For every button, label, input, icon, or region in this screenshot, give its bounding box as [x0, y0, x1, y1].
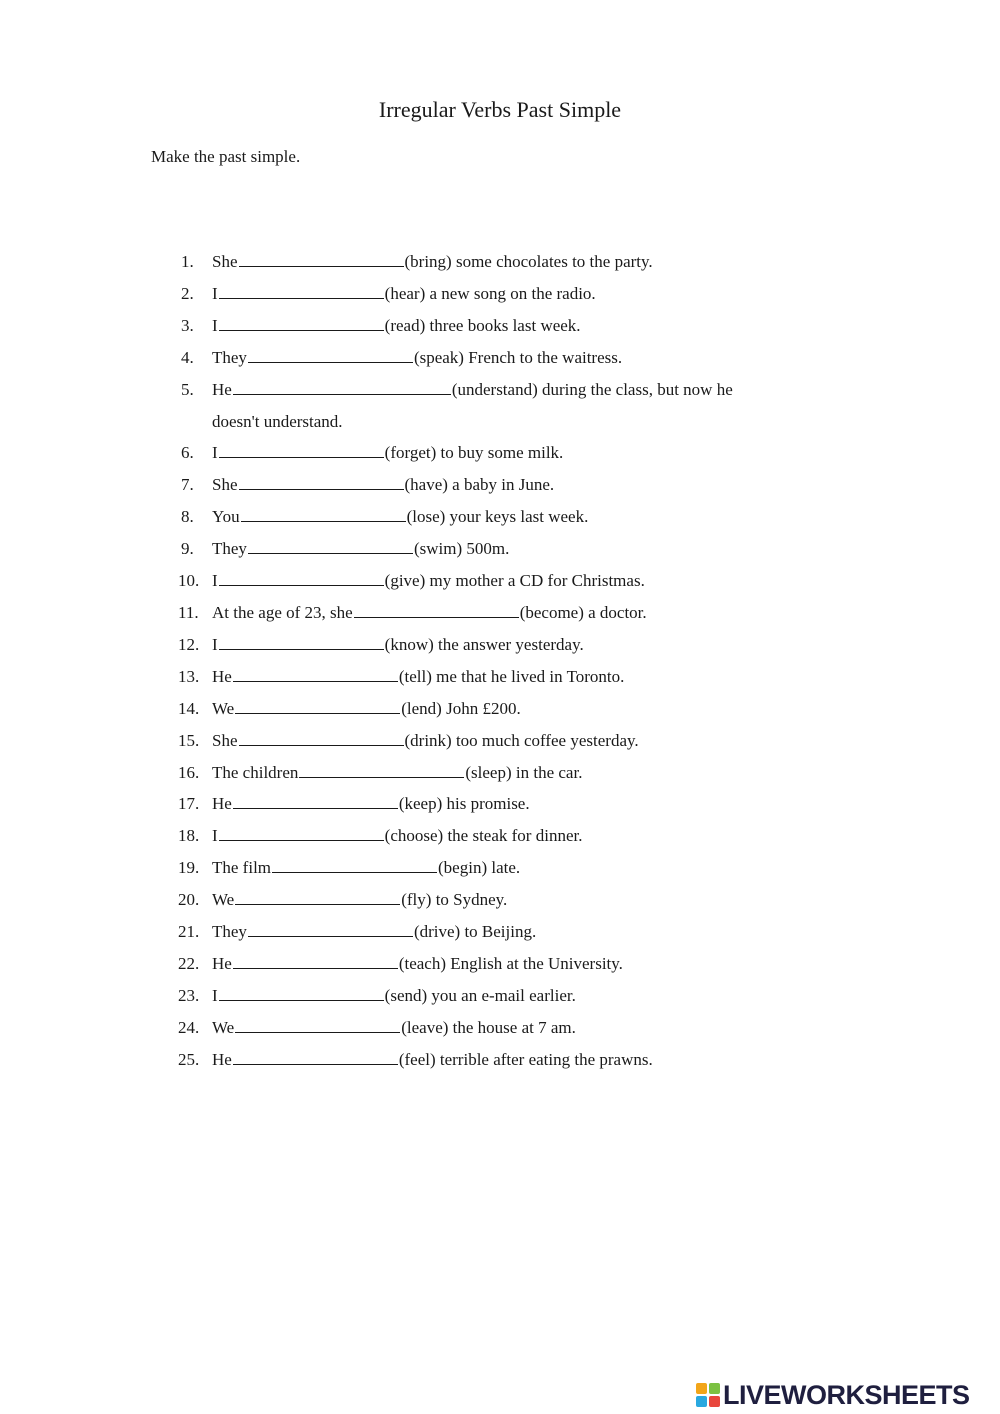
- item-subject: They: [212, 347, 247, 367]
- item-number: 23.: [178, 985, 200, 1005]
- item-verb-and-rest: (lose) your keys last week.: [406, 507, 589, 527]
- exercise-item: [178, 246, 798, 278]
- item-verb-and-rest: (drive) to Beijing.: [413, 922, 537, 942]
- item-subject: She: [212, 730, 238, 750]
- item-subject: I: [212, 443, 218, 463]
- item-sentence: [212, 820, 582, 852]
- answer-blank[interactable]: [219, 315, 384, 331]
- exercise-item: [178, 565, 798, 597]
- exercise-list: [178, 246, 798, 1076]
- item-number: 14.: [178, 698, 200, 718]
- exercise-item: [178, 1044, 798, 1076]
- exercise-item: [178, 437, 798, 469]
- exercise-item: [178, 980, 798, 1012]
- item-number: 8.: [181, 507, 194, 527]
- exercise-item: [178, 788, 798, 820]
- item-verb-and-rest: (speak) French to the waitress.: [413, 347, 623, 367]
- item-number: 13.: [178, 666, 200, 686]
- answer-blank[interactable]: [354, 602, 519, 618]
- item-sentence: [212, 565, 645, 597]
- item-subject: He: [212, 953, 232, 973]
- item-sentence: [212, 310, 581, 342]
- answer-blank[interactable]: [235, 698, 400, 714]
- exercise-item: [178, 725, 798, 757]
- answer-blank[interactable]: [219, 634, 384, 650]
- exercise-item: [178, 820, 798, 852]
- item-verb-and-rest: (have) a baby in June.: [404, 475, 555, 495]
- exercise-item: [178, 469, 798, 501]
- answer-blank[interactable]: [248, 538, 413, 554]
- item-subject: He: [212, 379, 232, 399]
- item-number: 21.: [178, 922, 200, 942]
- item-sentence: [212, 852, 520, 884]
- exercise-item: [178, 852, 798, 884]
- item-subject: We: [212, 698, 235, 718]
- item-sentence: [212, 693, 521, 725]
- item-number: 10.: [178, 571, 200, 591]
- answer-blank[interactable]: [219, 283, 384, 299]
- item-verb-and-rest: (keep) his promise.: [398, 794, 530, 814]
- exercise-item: [178, 310, 798, 342]
- exercise-item: [178, 948, 798, 980]
- item-sentence: [212, 884, 507, 916]
- item-verb-and-rest: (read) three books last week.: [384, 315, 581, 335]
- item-verb-and-rest: (give) my mother a CD for Christmas.: [384, 571, 645, 591]
- item-verb-and-rest: (forget) to buy some milk.: [384, 443, 564, 463]
- item-sentence: [212, 533, 509, 565]
- item-verb-and-rest: (understand) during the class, but now he: [451, 379, 733, 399]
- item-verb-and-rest: (teach) English at the University.: [398, 953, 623, 973]
- item-number: 24.: [178, 1017, 200, 1037]
- item-verb-and-rest: (feel) terrible after eating the prawns.: [398, 1049, 653, 1069]
- answer-blank[interactable]: [233, 666, 398, 682]
- item-number: 25.: [178, 1049, 200, 1069]
- item-subject: We: [212, 1017, 235, 1037]
- answer-blank[interactable]: [299, 762, 464, 778]
- item-continuation: doesn't understand.: [212, 411, 343, 431]
- exercise-item: [178, 597, 798, 629]
- item-sentence: [212, 788, 530, 820]
- item-sentence: [212, 948, 623, 980]
- worksheet-instruction: Make the past simple.: [151, 147, 301, 166]
- item-subject: She: [212, 252, 238, 271]
- item-number: 9.: [181, 539, 194, 559]
- item-verb-and-rest: (know) the answer yesterday.: [384, 634, 584, 654]
- item-number: 12.: [178, 634, 200, 654]
- exercise-item: [178, 661, 798, 693]
- item-sentence: [212, 374, 733, 438]
- item-number: 22.: [178, 953, 200, 973]
- exercise-item: [178, 278, 798, 310]
- item-number: 6.: [181, 443, 194, 463]
- item-verb-and-rest: (begin) late.: [438, 858, 521, 878]
- exercise-item: [178, 1012, 798, 1044]
- answer-blank[interactable]: [233, 953, 398, 969]
- item-verb-and-rest: (tell) me that he lived in Toronto.: [398, 666, 625, 686]
- answer-blank[interactable]: [219, 825, 384, 841]
- item-sentence: [212, 437, 563, 469]
- answer-blank[interactable]: [233, 793, 398, 809]
- answer-blank[interactable]: [239, 730, 404, 746]
- exercise-item: [178, 916, 798, 948]
- item-subject: We: [212, 890, 235, 910]
- item-verb-and-rest: (fly) to Sydney.: [401, 890, 508, 910]
- item-subject: He: [212, 794, 232, 814]
- item-verb-and-rest: (choose) the steak for dinner.: [384, 826, 583, 846]
- item-subject: The film: [212, 858, 272, 878]
- answer-blank[interactable]: [239, 251, 404, 267]
- exercise-item: [178, 693, 798, 725]
- item-number: 2.: [181, 283, 194, 303]
- answer-blank[interactable]: [233, 1049, 398, 1065]
- item-subject: I: [212, 985, 218, 1005]
- answer-blank[interactable]: [272, 857, 437, 873]
- item-sentence: [212, 1012, 576, 1044]
- item-subject: At the age of 23, she: [212, 602, 353, 622]
- item-number: 7.: [181, 475, 194, 495]
- item-subject: I: [212, 571, 218, 591]
- item-verb-and-rest: (bring) some chocolates to the party.: [404, 252, 653, 271]
- item-sentence: [212, 725, 639, 757]
- item-verb-and-rest: (sleep) in the car.: [465, 762, 583, 782]
- item-sentence: [212, 246, 653, 278]
- answer-blank[interactable]: [241, 506, 406, 522]
- item-verb-and-rest: (become) a doctor.: [519, 602, 647, 622]
- item-number: 3.: [181, 315, 194, 335]
- item-subject: She: [212, 475, 238, 495]
- logo-square-2: [709, 1383, 720, 1394]
- logo-square-1: [696, 1383, 707, 1394]
- item-subject: I: [212, 634, 218, 654]
- answer-blank[interactable]: [248, 347, 413, 363]
- item-sentence: [212, 661, 624, 693]
- item-verb-and-rest: (lend) John £200.: [401, 698, 521, 718]
- exercise-item: [178, 884, 798, 916]
- item-subject: I: [212, 315, 218, 335]
- answer-blank[interactable]: [219, 985, 384, 1001]
- item-verb-and-rest: (hear) a new song on the radio.: [384, 283, 596, 303]
- item-verb-and-rest: (swim) 500m.: [413, 539, 510, 559]
- item-sentence: [212, 342, 622, 374]
- item-subject: They: [212, 922, 247, 942]
- answer-blank[interactable]: [219, 442, 384, 458]
- item-subject: You: [212, 507, 240, 527]
- item-sentence: [212, 278, 596, 310]
- item-subject: They: [212, 539, 247, 559]
- answer-blank[interactable]: [235, 889, 400, 905]
- exercise-item: [178, 342, 798, 374]
- item-subject: He: [212, 1049, 232, 1069]
- item-number: 18.: [178, 826, 200, 846]
- item-number: 4.: [181, 347, 194, 367]
- logo-square-3: [696, 1396, 707, 1407]
- item-number: 1.: [181, 252, 194, 271]
- item-sentence: [212, 916, 536, 948]
- item-verb-and-rest: (drink) too much coffee yesterday.: [404, 730, 639, 750]
- item-sentence: [212, 597, 647, 629]
- exercise-item: [178, 757, 798, 789]
- item-number: 5.: [181, 379, 194, 399]
- item-number: 16.: [178, 762, 200, 782]
- item-sentence: [212, 501, 588, 533]
- item-subject: I: [212, 283, 218, 303]
- exercise-item: [178, 374, 798, 438]
- logo-text: LIVEWORKSHEETS: [723, 1379, 970, 1410]
- answer-blank[interactable]: [219, 570, 384, 586]
- answer-blank[interactable]: [248, 921, 413, 937]
- item-sentence: [212, 980, 576, 1012]
- liveworksheets-logo: [696, 1380, 970, 1410]
- item-number: 20.: [178, 890, 200, 910]
- exercise-item: [178, 501, 798, 533]
- item-sentence: [212, 469, 554, 501]
- item-subject: I: [212, 826, 218, 846]
- item-subject: The children: [212, 762, 299, 782]
- answer-blank[interactable]: [235, 1017, 400, 1033]
- answer-blank[interactable]: [233, 379, 451, 395]
- exercise-item: [178, 533, 798, 565]
- item-sentence: [212, 757, 582, 789]
- logo-square-4: [709, 1396, 720, 1407]
- logo-grid-icon: [696, 1383, 720, 1407]
- item-sentence: [212, 629, 584, 661]
- worksheet-title: Irregular Verbs Past Simple: [378, 97, 622, 122]
- exercise-item: [178, 629, 798, 661]
- item-number: 17.: [178, 794, 200, 814]
- item-number: 15.: [178, 730, 200, 750]
- item-subject: He: [212, 666, 232, 686]
- item-verb-and-rest: (leave) the house at 7 am.: [401, 1017, 576, 1037]
- item-number: 11.: [178, 602, 199, 622]
- item-sentence: [212, 1044, 653, 1076]
- item-number: 19.: [178, 858, 200, 878]
- answer-blank[interactable]: [239, 474, 404, 490]
- item-verb-and-rest: (send) you an e-mail earlier.: [384, 985, 576, 1005]
